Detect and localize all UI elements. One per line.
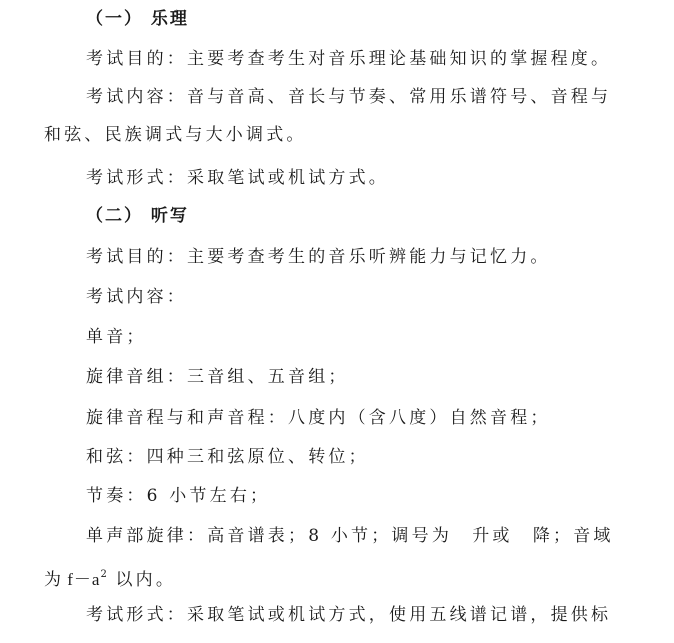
chords-item: 和弦：四种三和弦原位、转位； bbox=[86, 447, 369, 467]
theory-goal: 考试目的：主要考查考生对音乐理论基础知识的掌握程度。 bbox=[86, 49, 612, 69]
dictation-heading: （二） 听写 bbox=[86, 206, 189, 226]
dictation-form: 考试形式：采取笔试或机试方式，使用五线谱记谱，提供标 bbox=[86, 605, 612, 625]
theory-heading: （一） 乐理 bbox=[86, 9, 189, 29]
intervals-item: 旋律音程与和声音程：八度内（含八度）自然音程； bbox=[86, 408, 551, 428]
melody-range-suffix: 以内。 bbox=[106, 570, 177, 590]
dictation-content-label: 考试内容： bbox=[86, 287, 187, 307]
melodic-groups-item: 旋律音组：三音组、五音组； bbox=[86, 367, 349, 387]
theory-form: 考试形式：采取笔试或机试方式。 bbox=[86, 168, 389, 188]
single-melody-line-2 bbox=[0, 562, 674, 588]
theory-content-line-2: 和弦、民族调式与大小调式。 bbox=[44, 125, 307, 145]
single-note-item: 单音； bbox=[86, 327, 147, 347]
theory-content-line-1: 考试内容：音与音高、音长与节奏、常用乐谱符号、音程与 bbox=[86, 87, 612, 107]
melody-range-prefix: 为 f－a bbox=[44, 570, 101, 589]
range-superscript: 2 bbox=[100, 569, 107, 580]
rhythm-item: 节奏：6 小节左右； bbox=[86, 486, 271, 506]
dictation-goal: 考试目的：主要考查考生的音乐听辨能力与记忆力。 bbox=[86, 247, 551, 267]
single-melody-line-1: 单声部旋律：高音谱表；8 小节；调号为 升或 降；音域 bbox=[86, 526, 614, 546]
